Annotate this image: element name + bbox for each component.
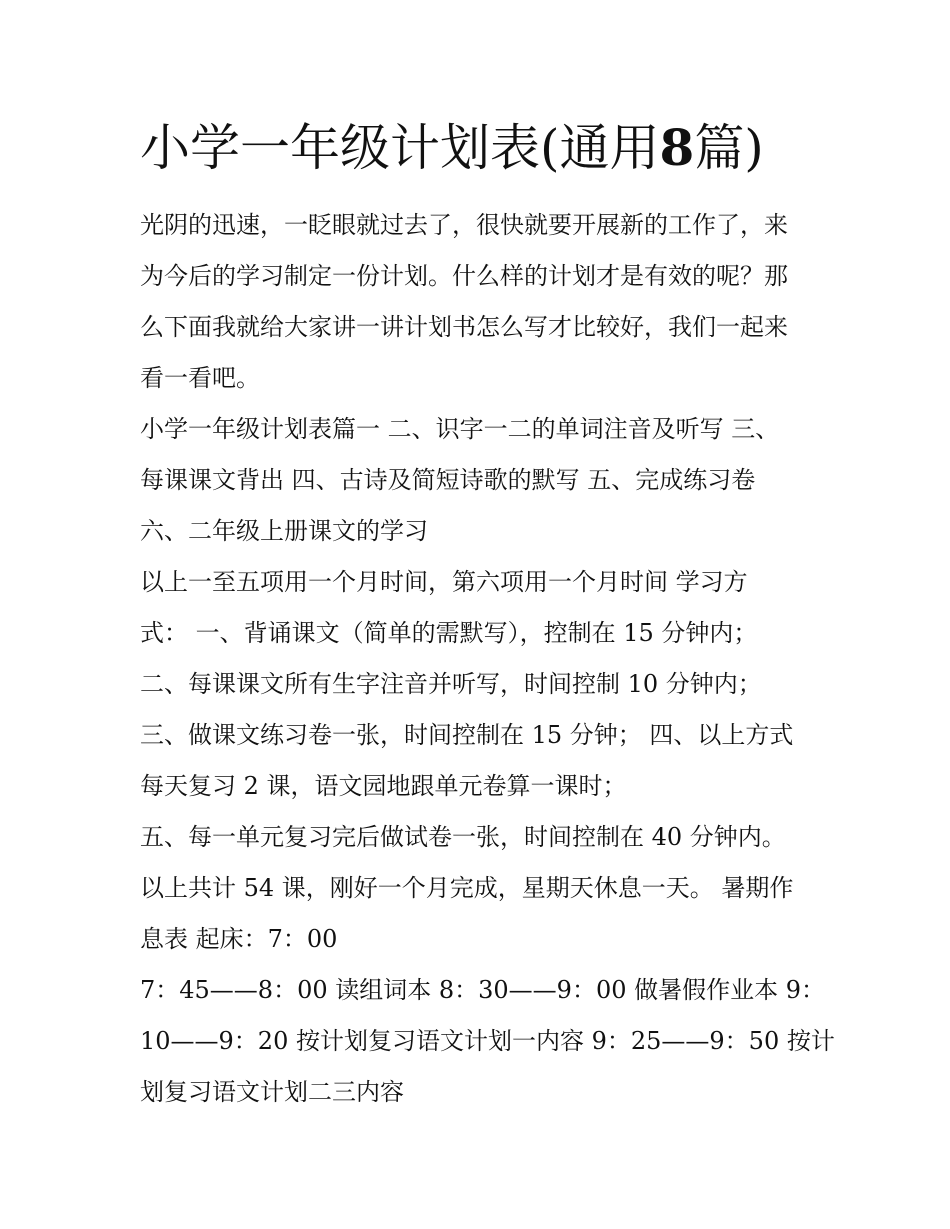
title-suffix: 篇) — [694, 119, 764, 177]
title-text: 小学一年级计划表(通用 — [140, 119, 660, 177]
body-line: 划复习语文计划二三内容 — [140, 1078, 404, 1106]
body-line: 10——9：20 按计划复习语文计划一内容 9：25——9：50 按计 — [140, 1027, 835, 1055]
body-line: 以上共计 54 课，刚好一个月完成，星期天休息一天。 暑期作 — [140, 874, 794, 902]
body-line: 五、每一单元复习完后做试卷一张，时间控制在 40 分钟内。 — [140, 823, 786, 851]
body-line: 7：45——8：00 读组词本 8：30——9：00 做暑假作业本 9： — [140, 976, 826, 1004]
body-line: 二、每课课文所有生字注音并听写，时间控制 10 分钟内； — [140, 670, 762, 698]
body-line: 每课课文背出 四、古诗及简短诗歌的默写 五、完成练习卷 — [140, 466, 756, 494]
document-body — [140, 200, 835, 1118]
body-line: 六、二年级上册课文的学习 — [140, 517, 428, 545]
body-line: 看一看吧。 — [140, 364, 260, 392]
body-line: 么下面我就给大家讲一讲计划书怎么写才比较好，我们一起来 — [140, 313, 788, 341]
body-line: 三、做课文练习卷一张，时间控制在 15 分钟； 四、以上方式 — [140, 721, 794, 749]
body-line: 每天复习 2 课，语文园地跟单元卷算一课时； — [140, 772, 627, 800]
body-line: 以上一至五项用一个月时间，第六项用一个月时间 学习方 — [140, 568, 748, 596]
document-title — [140, 118, 860, 178]
body-line: 小学一年级计划表篇一 二、识字一二的单词注音及听写 三、 — [140, 415, 780, 443]
title-number: 8 — [659, 118, 695, 177]
body-line: 为今后的学习制定一份计划。什么样的计划才是有效的呢？那 — [140, 262, 788, 290]
body-line: 光阴的迅速，一眨眼就过去了，很快就要开展新的工作了，来 — [140, 211, 788, 239]
body-line: 式： 一、背诵课文（简单的需默写），控制在 15 分钟内； — [140, 619, 758, 647]
body-line: 息表 起床：7：00 — [140, 925, 338, 953]
